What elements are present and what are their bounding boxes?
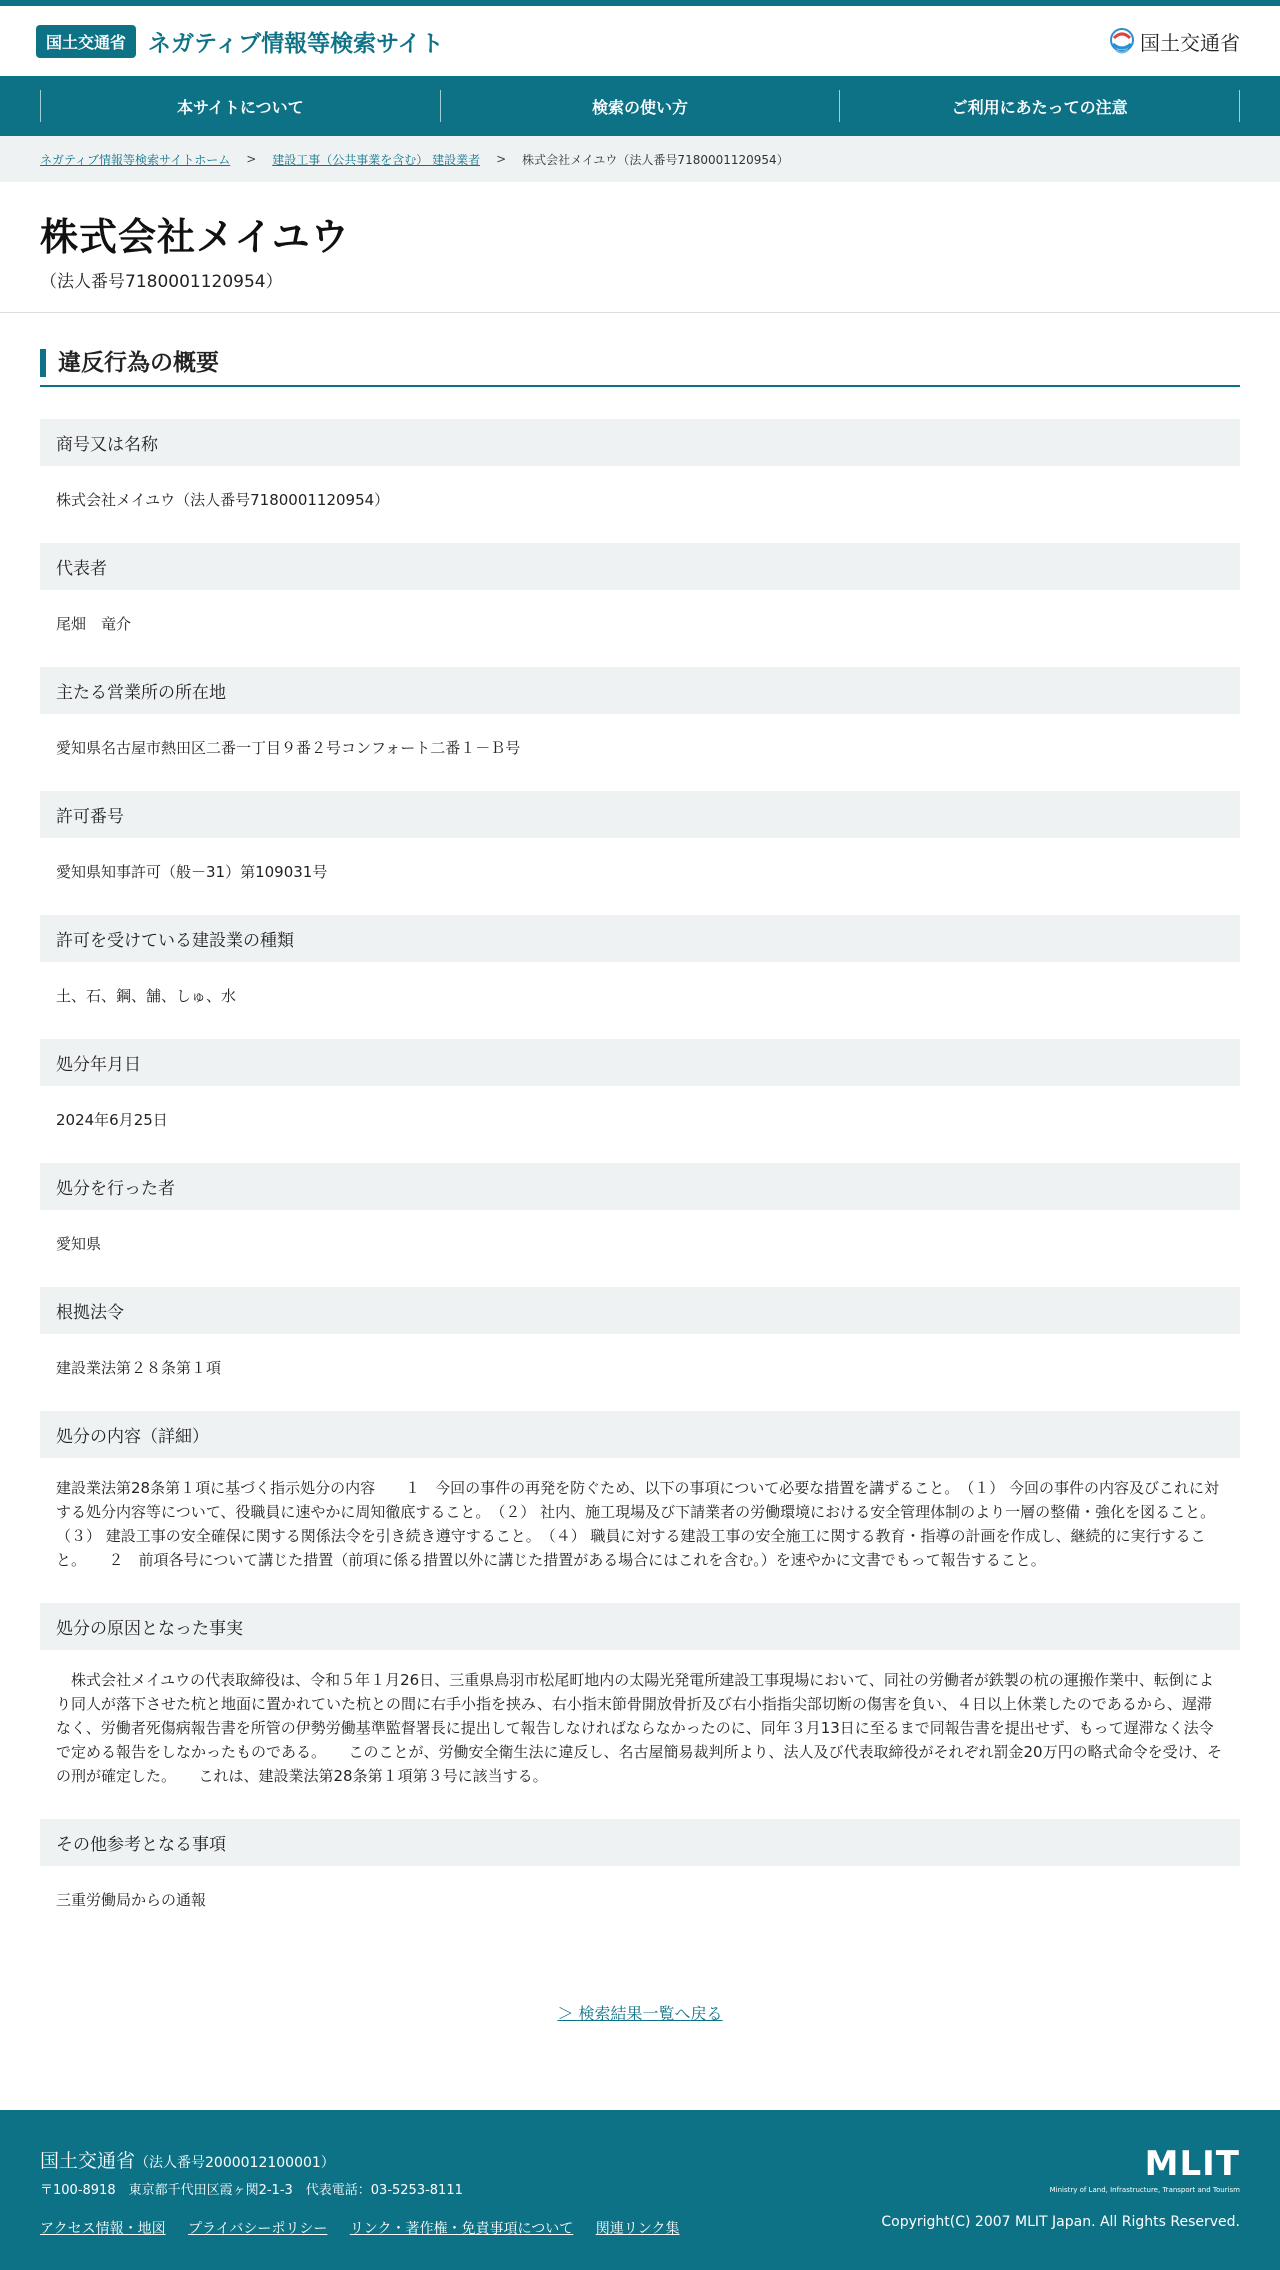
detail-value: 愛知県知事許可（般－31）第109031号	[56, 863, 328, 881]
footer-link-related[interactable]: 関連リンク集	[595, 2221, 680, 2237]
detail-label: その他参考となる事項	[40, 1819, 1240, 1866]
corporate-number: （法人番号7180001120954）	[40, 272, 283, 292]
nav-item-about[interactable]: 本サイトについて	[40, 90, 440, 122]
breadcrumb-separator: >	[496, 152, 507, 166]
breadcrumb-home-link[interactable]: ネガティブ情報等検索サイトホーム	[40, 152, 231, 167]
detail-label: 処分の原因となった事実	[40, 1603, 1240, 1650]
detail-label: 代表者	[40, 543, 1240, 590]
breadcrumb-separator: >	[246, 152, 257, 166]
detail-label: 処分の内容（詳細）	[40, 1411, 1240, 1458]
nav-item-how-to-search[interactable]: 検索の使い方	[440, 90, 840, 122]
detail-value: 三重労働局からの通報	[56, 1891, 207, 1909]
company-header	[0, 182, 1280, 313]
site-brand[interactable]	[36, 25, 444, 58]
ministry-logo-icon	[1108, 26, 1136, 56]
detail-value: 2024年6月25日	[56, 1111, 168, 1129]
detail-value: 尾畑 竜介	[56, 615, 132, 633]
detail-value: 建設業法第28条第１項に基づく指示処分の内容 １ 今回の事件の再発を防ぐため、以下の事項について必要な措置を講ずること。 （１） 今回の事件の内容及びこれに対する処分内容等について、役職員に速やかに周知徹底すること。 （２） 社内、施工現場及び下請業者の労働環境における安全管理体制のより一層の整備・強化を図ること。 （３） 建設工事の安全確保に関する関係法令を引き続き遵守すること。 （４） 職員に対する建設工事の安全施工に関する教育・指導の計画を作成し、継続的に実行すること。 ２ 前項各号について講じた措置（前項に係る措置以外に講じた措置がある場合にはこれを含む。）を速やかに文書でもって報告すること。	[56, 1479, 1223, 1569]
footer-org-number: （法人番号2000012100001）	[135, 2155, 335, 2171]
ministry-badge[interactable]: 国土交通省	[36, 25, 136, 58]
violation-details	[40, 419, 1240, 1943]
section-heading-wrap	[40, 349, 1240, 387]
detail-label: 許可番号	[40, 791, 1240, 838]
mlit-logo-subtitle: Ministry of Land, Infrastructure, Transport and Tourism	[1049, 2186, 1240, 2194]
section-heading: 違反行為の概要	[40, 349, 1240, 377]
site-footer	[0, 2110, 1280, 2270]
footer-org-name: 国土交通省	[40, 2150, 136, 2172]
detail-label: 根拠法令	[40, 1287, 1240, 1334]
site-header	[0, 6, 1280, 76]
footer-link-copyright[interactable]: リンク・著作権・免責事項について	[349, 2221, 574, 2237]
ministry-logo-text: 国土交通省	[1140, 30, 1240, 55]
detail-label: 処分年月日	[40, 1039, 1240, 1086]
back-to-results-link[interactable]: ＞ 検索結果一覧へ戻る	[557, 2004, 723, 2023]
detail-value: 株式会社メイユウの代表取締役は、令和５年１月26日、三重県鳥羽市松尾町地内の太陽光発電所建設工事現場において、同社の労働者が鉄製の杭の運搬作業中、転倒により同人が落下させた杭と地面に置かれていた杭との間に右手小指を挟み、右小指末節骨開放骨折及び右小指指尖部切断の傷害を負い、４日以上休業したのであるから、遅滞なく、労働者死傷病報告書を所管の伊勢労働基準監督署長に提出して報告しなければならなかったのに、同年３月13日に至るまで同報告書を提出せず、もって遅滞なく法令で定める報告をしなかったものである。 このことが、労働安全衛生法に違反し、名古屋簡易裁判所より、法人及び代表取締役がそれぞれ罰金20万円の略式命令を受け、その刑が確定した。 これは、建設業法第28条第１項第３号に該当する。	[56, 1671, 1222, 1785]
detail-value: 株式会社メイユウ（法人番号7180001120954）	[56, 491, 390, 509]
main-content	[0, 313, 1280, 2024]
detail-label: 処分を行った者	[40, 1163, 1240, 1210]
detail-label: 許可を受けている建設業の種類	[40, 915, 1240, 962]
back-link-wrap	[40, 2001, 1240, 2024]
detail-value: 愛知県名古屋市熱田区二番一丁目９番２号コンフォート二番１－Ｂ号	[56, 739, 521, 757]
breadcrumb	[0, 136, 1280, 182]
detail-label: 商号又は名称	[40, 419, 1240, 466]
detail-value: 愛知県	[56, 1235, 102, 1253]
detail-label: 主たる営業所の所在地	[40, 667, 1240, 714]
nav-item-notes[interactable]: ご利用にあたっての注意	[839, 90, 1240, 122]
copyright: Copyright(C) 2007 MLIT Japan. All Rights Reserved.	[881, 2214, 1240, 2230]
footer-address: 〒100-8918 東京都千代田区霞ヶ関2-1-3 代表電話：03-5253-8111	[40, 2183, 463, 2198]
site-title[interactable]: ネガティブ情報等検索サイト	[148, 30, 444, 57]
breadcrumb-current: 株式会社メイユウ（法人番号7180001120954）	[522, 152, 789, 167]
footer-link-privacy[interactable]: プライバシーポリシー	[188, 2221, 328, 2237]
breadcrumb-category-link[interactable]: 建設工事（公共事業を含む） 建設業者	[272, 152, 481, 167]
mlit-logo-word: MLIT	[1144, 2144, 1240, 2184]
page-title: 株式会社メイユウ	[40, 215, 350, 259]
detail-value: 土、石、鋼、舗、しゅ、水	[56, 987, 237, 1005]
global-nav	[0, 76, 1280, 136]
ministry-logo[interactable]	[1108, 26, 1240, 56]
detail-value: 建設業法第２８条第１項	[56, 1359, 222, 1377]
mlit-logo[interactable]	[1050, 2144, 1240, 2194]
footer-link-access[interactable]: アクセス情報・地図	[40, 2221, 166, 2237]
